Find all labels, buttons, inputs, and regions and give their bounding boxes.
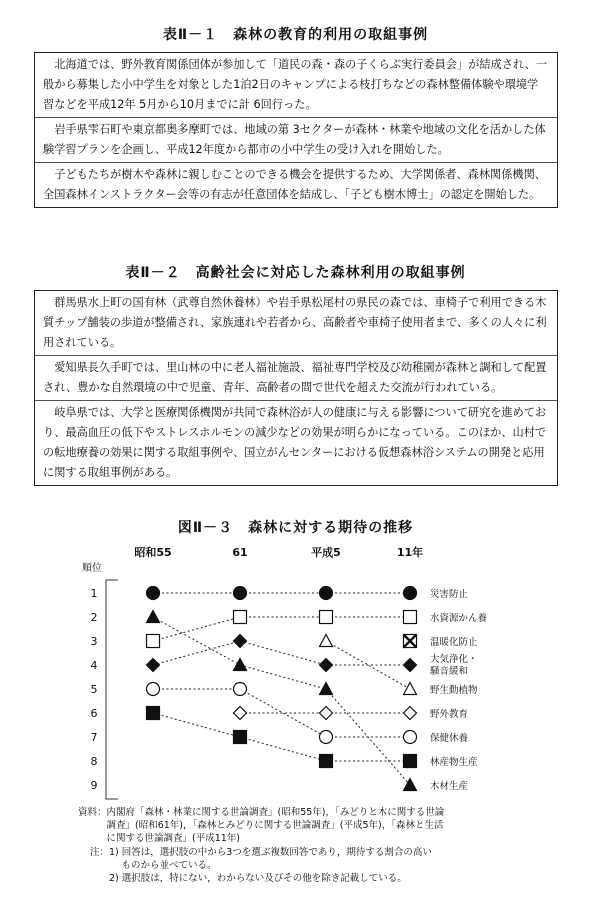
marker bbox=[404, 611, 417, 624]
marker bbox=[147, 587, 160, 600]
x-tick-label: 昭和55 bbox=[134, 546, 172, 559]
rank-chart bbox=[0, 540, 591, 800]
series-label: 水資源かん養 bbox=[430, 613, 488, 624]
note-line: ものから並べている。 bbox=[90, 860, 217, 871]
marker bbox=[147, 683, 160, 696]
series-line bbox=[240, 641, 326, 665]
series-line bbox=[153, 641, 240, 665]
marker bbox=[320, 611, 333, 624]
source-line: 調査」(昭和61年)，「森林とみどりに関する世論調査」(平成5年)，「森林と生活 bbox=[78, 820, 444, 831]
table1-title: 表Ⅱ－１ 森林の教育的利用の取組事例 bbox=[162, 27, 429, 43]
series-label: 保健休養 bbox=[430, 733, 469, 744]
plot-frame bbox=[106, 580, 118, 799]
marker bbox=[234, 587, 247, 600]
source-line: に関する世論調査」(平成11年) bbox=[78, 833, 241, 844]
series-label: 林産物生産 bbox=[430, 757, 478, 768]
marker bbox=[320, 683, 333, 695]
series-line bbox=[240, 665, 326, 689]
y-tick-label: 9 bbox=[90, 779, 98, 792]
table2-row: 岐阜県では、大学と医療関係機関が共同で森林浴が人の健康に与える影響について研究を進めており、最高血圧の低下やストレスホルモンの減少などの効果が明らかになっている。このほか、山村での転地療養の効果に関する取組事例や、国立がんセンターにおける仮想森林浴システムの開発と応用に関する取組事例がある。 bbox=[43, 406, 547, 479]
series-label: 温暖化防止 bbox=[430, 637, 478, 648]
series-label: 大気浄化・ bbox=[430, 654, 478, 665]
table1 bbox=[34, 52, 558, 208]
marker bbox=[404, 731, 417, 744]
x-tick-label: 11年 bbox=[396, 546, 424, 559]
marker bbox=[320, 587, 333, 600]
series-line bbox=[153, 713, 240, 737]
x-tick-label: 平成5 bbox=[311, 546, 341, 559]
marker bbox=[147, 611, 160, 623]
series-label: 災害防止 bbox=[430, 589, 469, 600]
table2-title: 表Ⅱ－２ 高齢社会に対応した森林利用の取組事例 bbox=[125, 265, 466, 281]
series-label: 木材生産 bbox=[430, 781, 469, 792]
marker bbox=[234, 707, 247, 720]
marker bbox=[147, 635, 160, 648]
table1-row: 子どもたちが樹木や森林に親しむことのできる機会を提供するため、大学関係者、森林関係機関、全国森林インストラクター会等の有志が任意団体を結成し、「子ども樹木博士」の認定を開始した。 bbox=[43, 168, 546, 201]
y-tick-label: 6 bbox=[90, 707, 98, 720]
series-line bbox=[326, 689, 410, 785]
marker bbox=[404, 707, 417, 720]
marker bbox=[404, 587, 417, 600]
marker bbox=[234, 683, 247, 696]
series-label: 騒音緩和 bbox=[430, 666, 469, 677]
y-tick-label: 1 bbox=[90, 587, 98, 600]
series-label: 野生動植物 bbox=[430, 685, 478, 696]
note-line: 2) 選択肢は，特にない，わからない及びその他を除き記載している。 bbox=[90, 873, 407, 884]
marker bbox=[320, 707, 333, 720]
marker bbox=[404, 683, 417, 695]
y-axis-label: 順位 bbox=[82, 563, 102, 574]
y-tick-label: 4 bbox=[90, 659, 98, 672]
marker bbox=[234, 611, 247, 624]
series-label: 野外教育 bbox=[430, 709, 469, 720]
marker bbox=[320, 755, 333, 768]
table2-row: 愛知県長久手町では、里山林の中に老人福祉施設、福祉専門学校及び幼稚園が森林と調和して配置され、豊かな自然環境の中で児童、青年、高齢者の間で世代を超えた交流が行われている。 bbox=[35, 356, 557, 401]
marker bbox=[404, 779, 417, 791]
marker bbox=[320, 659, 333, 672]
marker bbox=[234, 731, 247, 744]
y-tick-label: 2 bbox=[90, 611, 98, 624]
table1-row: 岩手県雫石町や東京都奥多摩町では、地域の第 3セクターが森林・林業や地域の文化を活かした体験学習プランを企画し、平成12年度から都市の小中学生の受け入れを開始した。 bbox=[35, 118, 557, 163]
y-tick-label: 3 bbox=[90, 635, 98, 648]
note-line: 注：1) 回答は，選択肢の中から3つを選ぶ複数回答であり，期待する割合の高い bbox=[90, 847, 432, 858]
marker bbox=[404, 755, 417, 768]
table2-row: 群馬県水上町の国有林（武尊自然休養林）や岩手県松尾村の県民の森では、車椅子で利用できる木質チップ舗装の歩道が整備され、家族連れや若者から、高齢者や車椅子使用者まで、多くの人々に利用されている。 bbox=[35, 291, 557, 356]
marker bbox=[234, 659, 247, 671]
marker bbox=[320, 731, 333, 744]
figure-notes bbox=[90, 846, 550, 885]
marker bbox=[147, 707, 160, 720]
y-tick-label: 7 bbox=[90, 731, 98, 744]
figure-title: 図Ⅱ－３ 森林に対する期待の推移 bbox=[177, 520, 414, 536]
marker bbox=[404, 659, 417, 672]
marker bbox=[320, 635, 333, 647]
figure-sources bbox=[78, 806, 548, 845]
table2 bbox=[34, 290, 558, 486]
y-tick-label: 8 bbox=[90, 755, 98, 768]
marker bbox=[234, 635, 247, 648]
series-line bbox=[153, 617, 240, 665]
table1-row: 北海道では、野外教育関係団体が参加して「道民の森・森の子くらぶ実行委員会」が結成され、一般から募集した小中学生を対象とした1泊2日のキャンプによる枝打ちなどの森林整備体験や環境学習などを平成12年 5月から10月までに計 6回行った。 bbox=[35, 53, 557, 118]
x-tick-label: 61 bbox=[232, 546, 248, 559]
marker bbox=[147, 659, 160, 672]
source-line: 資料：内閣府「森林・林業に関する世論調査」(昭和55年)，「みどりと木に関する世論 bbox=[78, 807, 445, 818]
series-line bbox=[153, 617, 240, 641]
y-tick-label: 5 bbox=[90, 683, 98, 696]
series-line bbox=[240, 737, 326, 761]
